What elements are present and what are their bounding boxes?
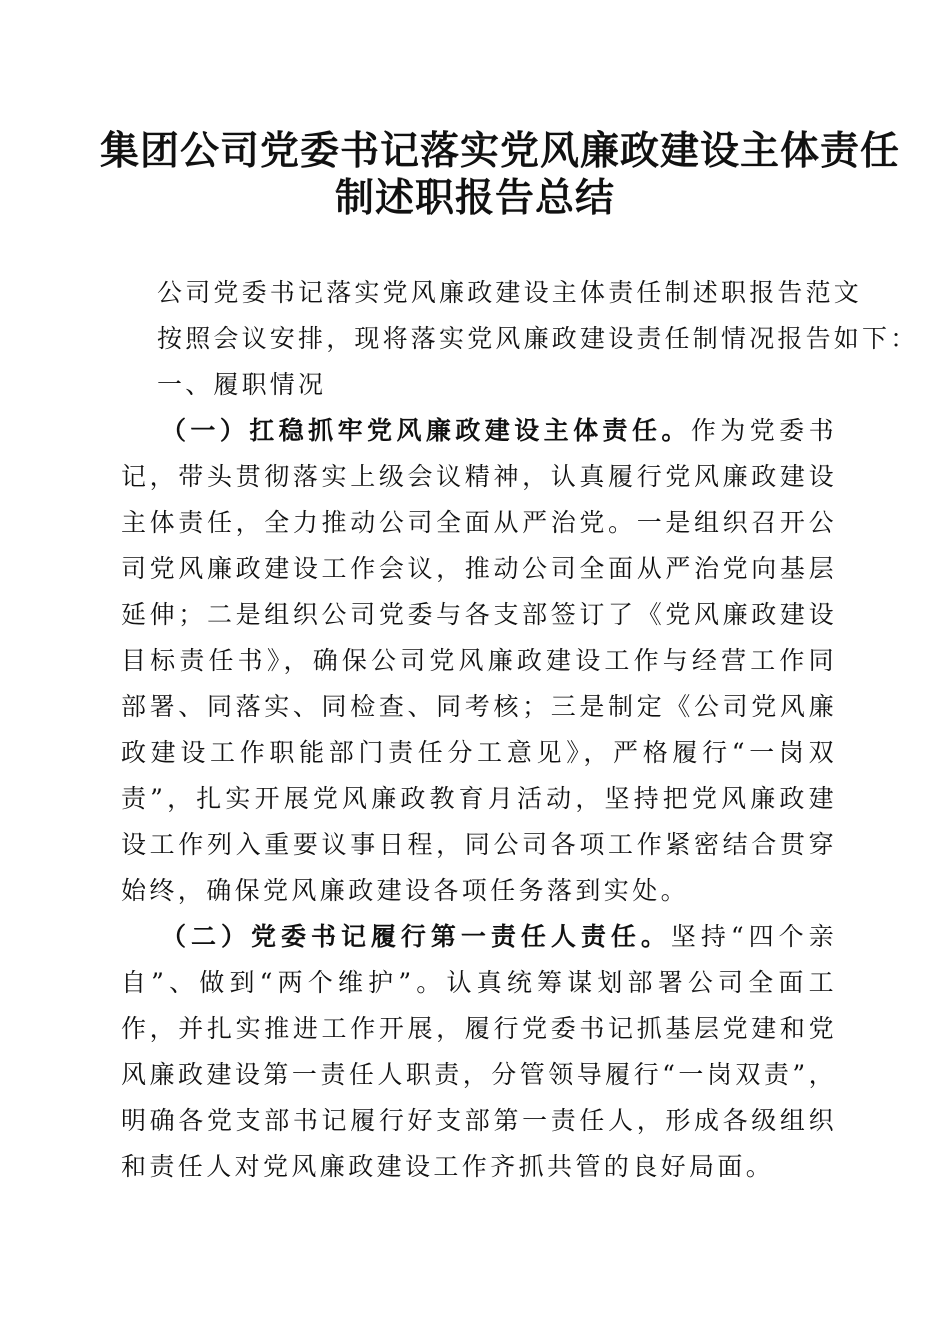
title-line-2: 制述职报告总结 [334,175,615,221]
title-line-1: 集团公司党委书记落实党风廉政建设主体责任 [100,128,901,174]
section-heading: 一、履职情况 [157,370,327,399]
subtitle-text: 公司党委书记落实党风廉政建设主体责任制述职报告范文 [157,278,863,307]
document-title [100,128,901,222]
section-1-text: 作为党委书记，带头贯彻落实上级会议精神，认真履行党风廉政建设主体责任，全力推动公司全面从严治党。一是组织召开公司党风廉政建设工作会议，推动公司全面从严治党向基层延伸；二是组织公司党委与各支部签订了《党风廉政建设目标责任书》，确保公司党风廉政建设工作与经营工作同部署、同落实、同检查、同考核；三是制定《公司党风廉政建设工作职能部门责任分工意见》，严格履行“一岗双责”，扎实开展党风廉政教育月活动，坚持把党风廉政建设工作列入重要议事日程，同公司各项工作紧密结合贯穿始终，确保党风廉政建设各项任务落到实处。 [121,416,837,905]
section-2-lead: （二）党委书记履行第一责任人责任。 [161,922,671,951]
section-2-text: 坚持“四个亲自”、做到“两个维护”。认真统筹谋划部署公司全面工作，并扎实推进工作开展，履行党委书记抓基层党建和党风廉政建设第一责任人职责，分管领导履行“一岗双责”，明确各党支部书记履行好支部第一责任人，形成各级组织和责任人对党风廉政建设工作齐抓共管的良好局面。 [121,922,837,1181]
section-1-lead: （一）扛稳抓牢党风廉政建设主体责任。 [161,416,691,445]
section-1-paragraph [121,408,837,914]
document-body [121,270,919,1190]
intro-text: 按照会议安排，现将落实党风廉政建设责任制情况报告如下： [157,324,919,353]
section-2-paragraph [121,914,837,1190]
